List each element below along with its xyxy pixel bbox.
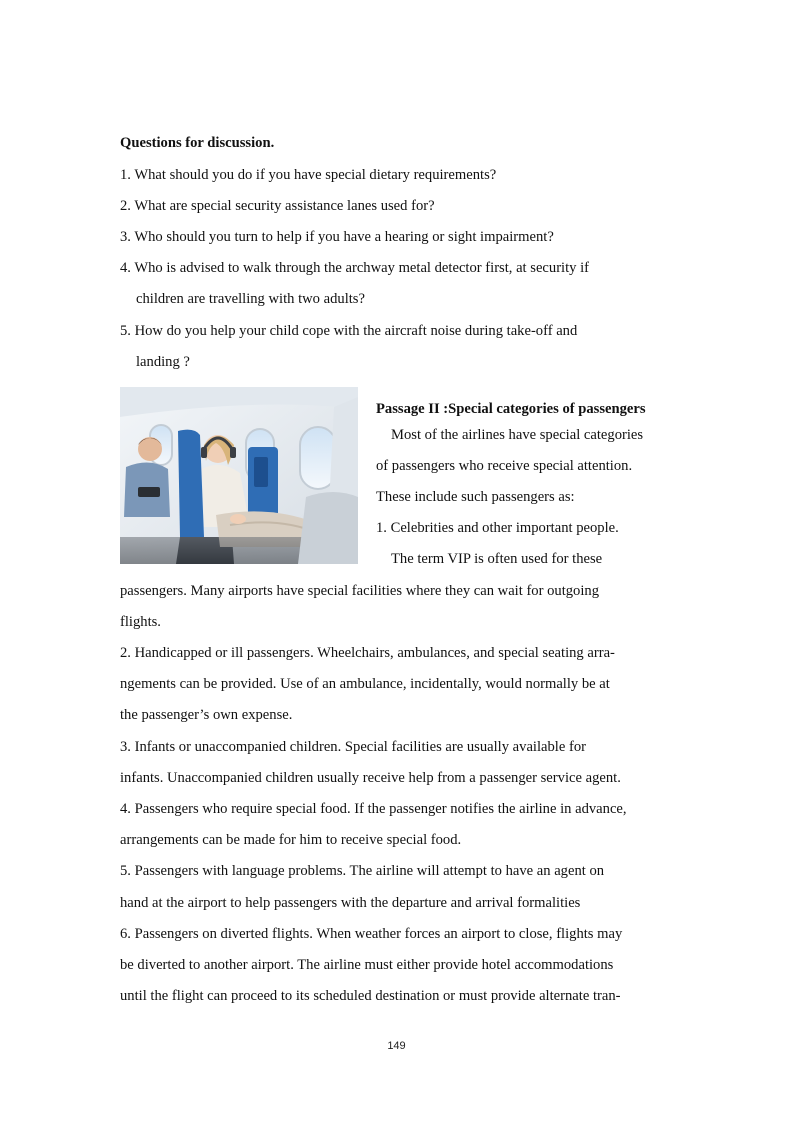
passage-intro-line-2: of passengers who receive special attention. [376,458,633,474]
discussion-heading: Questions for discussion. [120,135,275,151]
question-3: 3. Who should you turn to help if you have a hearing or sight impairment? [120,229,554,245]
passage-item-2-line-1: 2. Handicapped or ill passengers. Wheelchairs, ambulances, and special seating arra- [120,645,615,661]
question-5-line-2: landing ? [136,354,190,370]
passage-item-6-line-2: be diverted to another airport. The airline must either provide hotel accommodations [120,957,614,973]
passage-item-3-line-1: 3. Infants or unaccompanied children. Special facilities are usually available for [120,739,587,755]
passage-item-2-line-2: ngements can be provided. Use of an ambulance, incidentally, would normally be at [120,676,610,692]
passage-item-4-line-2: arrangements can be made for him to receive special food. [120,832,462,848]
question-2: 2. What are special security assistance lanes used for? [120,198,435,214]
page-number: 149 [387,1040,406,1052]
question-1: 1. What should you do if you have special dietary requirements? [120,167,497,183]
passage-item-1-line-3: passengers. Many airports have special facilities where they can wait for outgoing [120,583,599,599]
passage-item-1-line-2: The term VIP is often used for these [391,551,603,567]
passage-intro-line-3: These include such passengers as: [376,489,575,505]
passage-item-5-line-1: 5. Passengers with language problems. The airline will attempt to have an agent on [120,863,605,879]
question-4-line-2: children are travelling with two adults? [136,291,365,307]
passage-intro-line-1: Most of the airlines have special categories [391,427,644,443]
question-5-line-1: 5. How do you help your child cope with the aircraft noise during take-off and [120,323,578,339]
question-4-line-1: 4. Who is advised to walk through the archway metal detector first, at security if [120,260,590,276]
passage-item-6-line-3: until the flight can proceed to its scheduled destination or must provide alternate tran- [120,988,621,1004]
passage-item-1-line-1: 1. Celebrities and other important people. [376,520,619,536]
passage-item-5-line-2: hand at the airport to help passengers with the departure and arrival formalities [120,895,581,911]
passage-item-1-line-4: flights. [120,614,161,630]
passage-item-4-line-1: 4. Passengers who require special food. If the passenger notifies the airline in advance, [120,801,627,817]
cabin-passenger-photo [120,387,358,564]
passage-item-6-line-1: 6. Passengers on diverted flights. When weather forces an airport to close, flights may [120,926,623,942]
passage-item-3-line-2: infants. Unaccompanied children usually receive help from a passenger service agent. [120,770,621,786]
passage-item-2-line-3: the passenger’s own expense. [120,707,293,723]
passage-title: Passage II :Special categories of passengers [376,401,646,417]
